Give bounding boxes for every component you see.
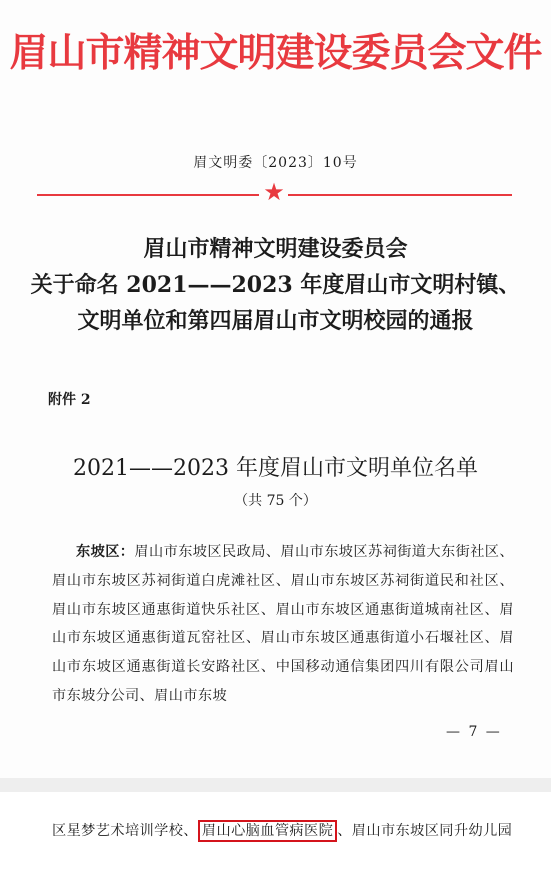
document-header-title: 眉山市精神文明建设委员会文件: [9, 31, 542, 76]
highlighted-unit-name: 眉山心脑血管病医院: [198, 820, 337, 842]
red-star-icon: ★: [263, 178, 285, 206]
notice-title-line-2: 关于命名 2021——2023 年度眉山市文明村镇、: [30, 272, 521, 298]
continuation-text-before: 区星梦艺术培训学校、: [52, 823, 198, 839]
unit-list-continuation: [52, 817, 514, 846]
page-separator: [0, 778, 551, 792]
page-number: — 7 —: [446, 724, 502, 740]
district-label: 东坡区：: [76, 544, 135, 560]
document-number: 眉文明委〔2023〕10号: [193, 155, 358, 171]
list-count: （共 75 个）: [234, 493, 317, 509]
header-divider-left: [37, 194, 259, 196]
header-divider-right: [288, 194, 512, 196]
continuation-text-after: 、眉山市东坡区同升幼儿园: [337, 823, 513, 839]
list-title: 2021——2023 年度眉山市文明单位名单: [73, 456, 478, 481]
document-page-2: [0, 792, 551, 889]
attachment-label: 附件 2: [48, 392, 91, 408]
unit-list-text: 眉山市东坡区民政局、眉山市东坡区苏祠街道大东街社区、眉山市东坡区苏祠街道白虎滩社区、眉山市东坡区苏祠街道民和社区、眉山市东坡区通惠街道快乐社区、眉山市东坡区通惠街道城南社区、眉山市东坡区通惠街道瓦窑社区、眉山市东坡区通惠街道小石堰社区、眉山市东坡区通惠街道长安路社区、中国移动通信集团四川有限公司眉山市东坡分公司、眉山市东坡: [52, 544, 514, 704]
notice-title-line-1: 眉山市精神文明建设委员会: [143, 236, 408, 262]
unit-list-paragraph: [52, 538, 514, 711]
notice-title-line-3: 文明单位和第四届眉山市文明校园的通报: [77, 308, 474, 334]
